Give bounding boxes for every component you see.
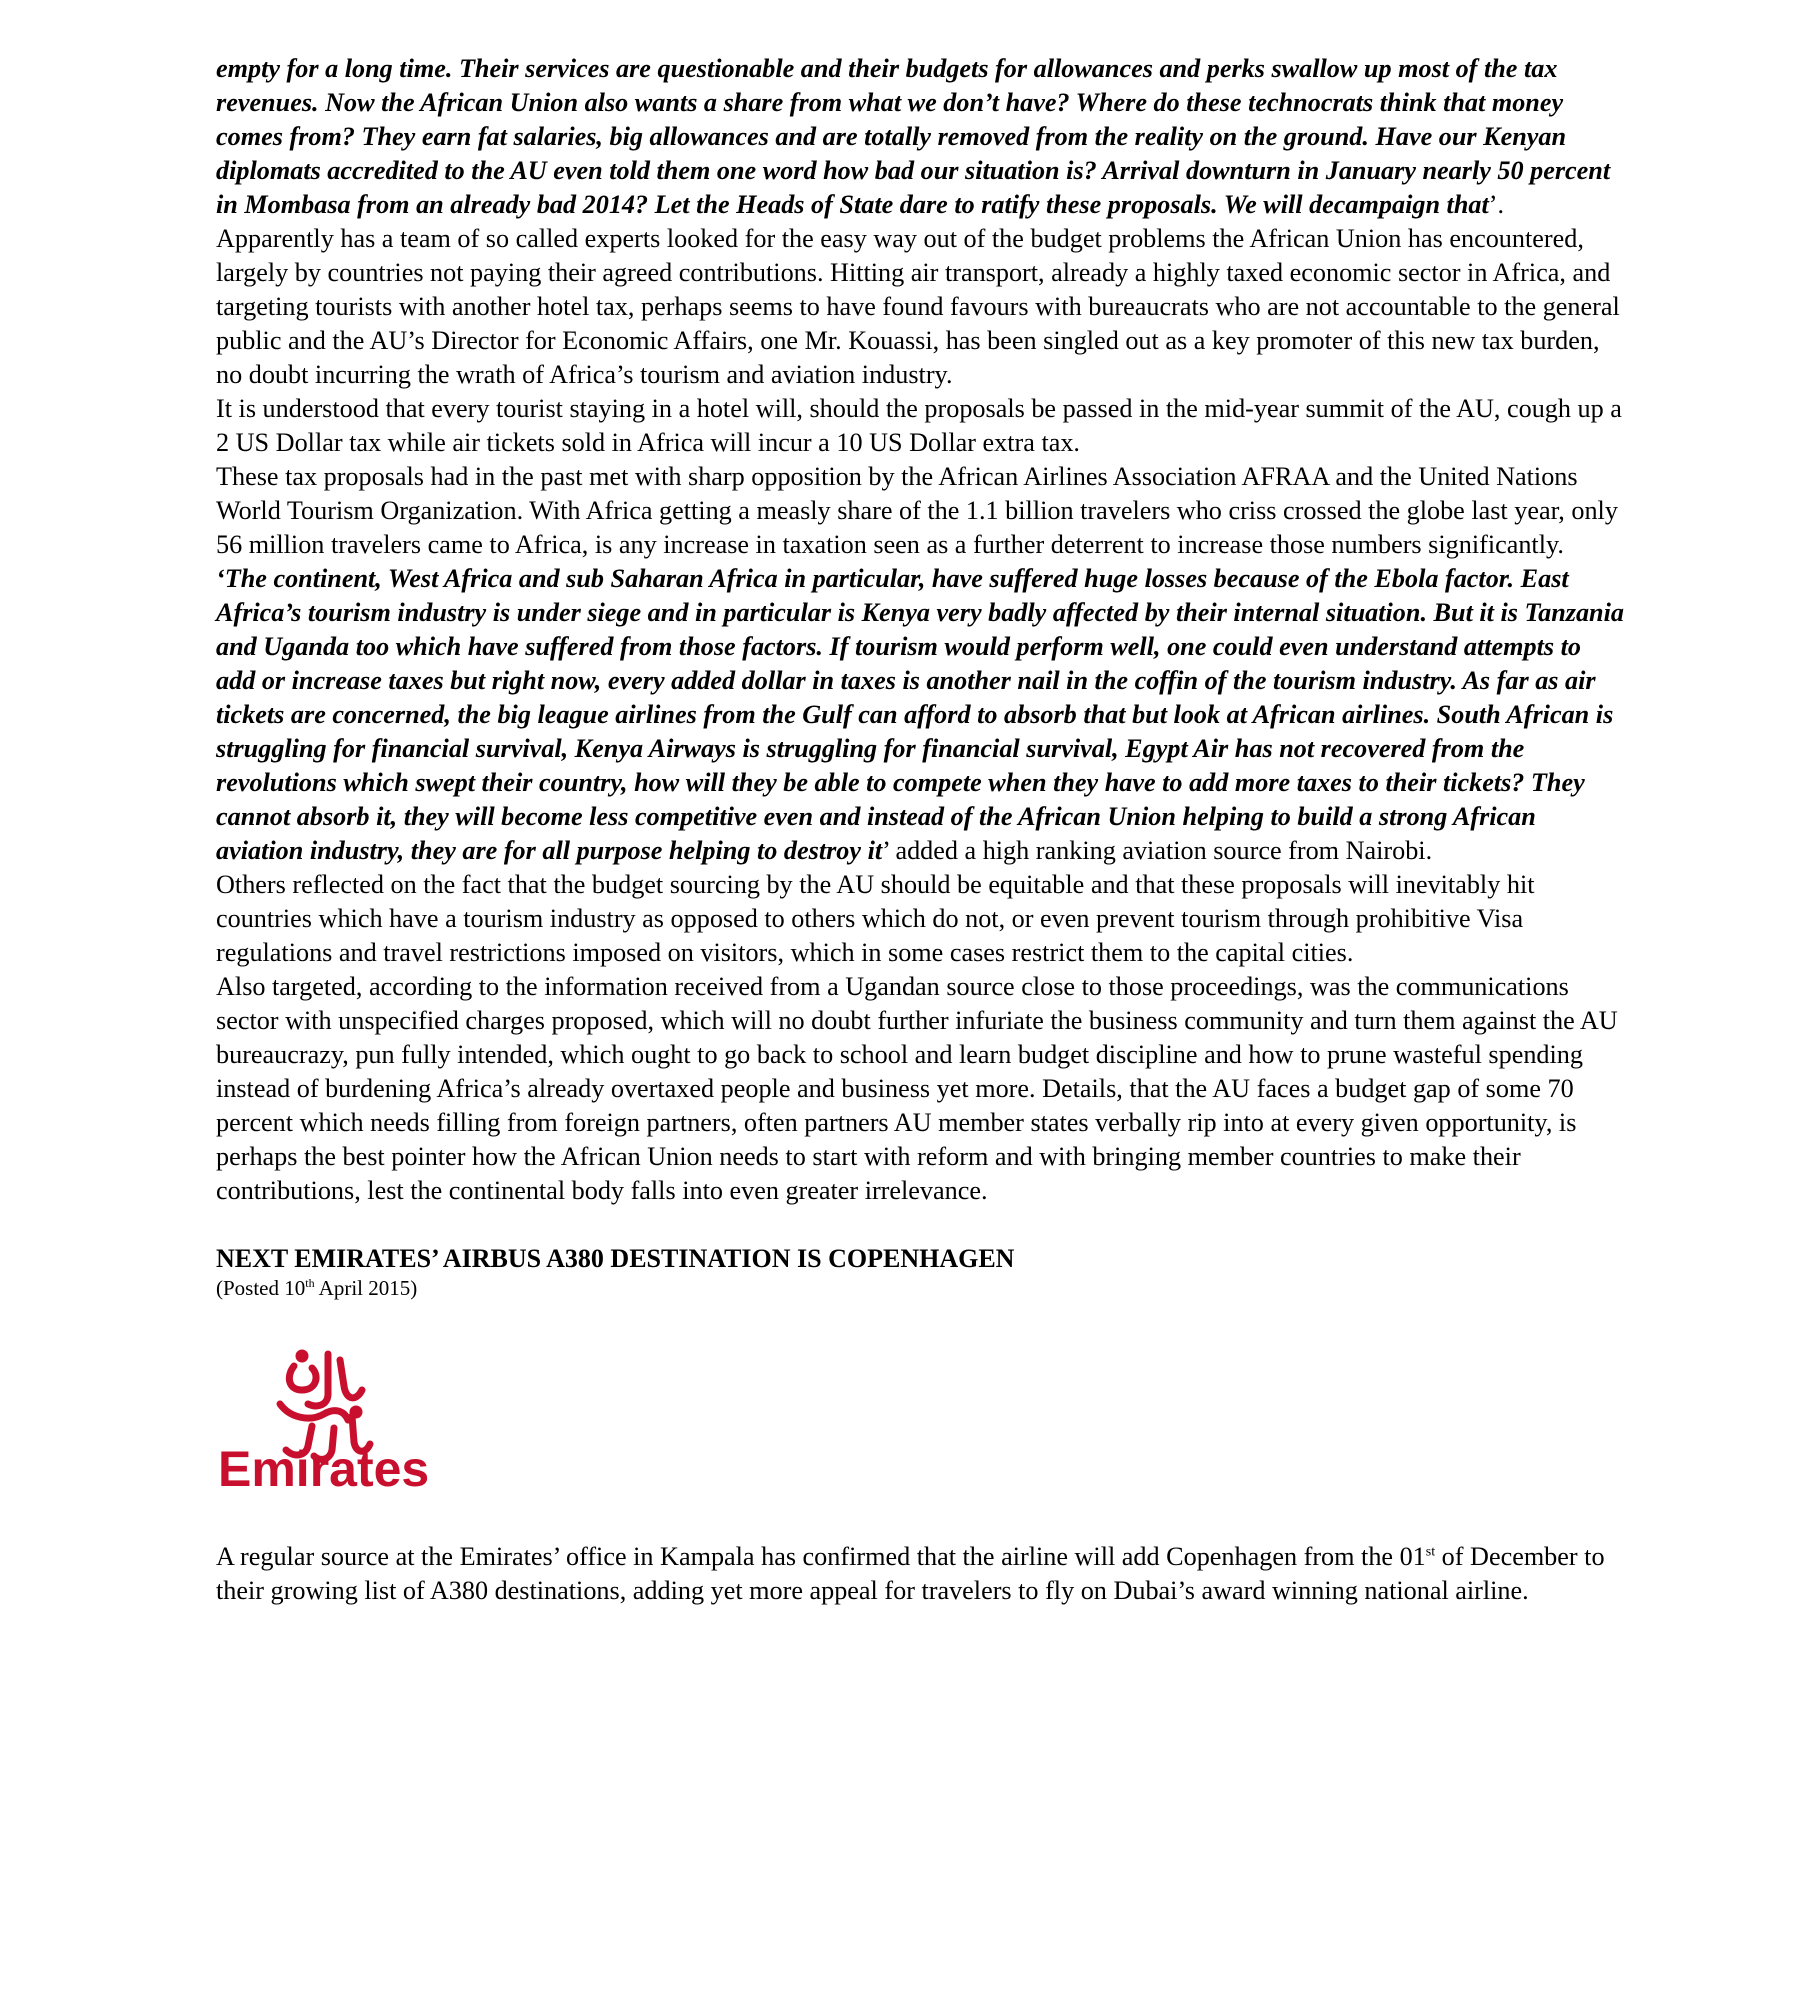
emirates-wordmark: Emirates [218,1441,430,1494]
paragraph-4: Others reflected on the fact that the budget sourcing by the AU should be equitable and that these proposals will inevitably hit countries which have a tourism industry as opposed to others which do not, or even prevent tourism through prohibitive Visa regulations and travel restrictions imposed on visitors, which in some cases restrict them to the capital cities. [216,870,1535,967]
paragraph-1: Apparently has a team of so called experts looked for the easy way out of the budget problems the African Union has encountered, largely by countries not paying their agreed contributions. Hitting air transport, already a highly taxed economic sector in Africa, and targeting tourists with another hotel tax, perhaps seems to have found favours with bureaucrats who are not accountable to the general public and the AU’s Director for Economic Affairs, one Mr. Kouassi, has been singled out as a key promoter of this new tax burden, no doubt incurring the wrath of Africa’s tourism and aviation industry. [216,224,1620,389]
quote-2-text: ‘The continent, West Africa and sub Saharan Africa in particular, have suffered huge losses because of the Ebola factor. East Africa’s tourism industry is under siege and in particular is Kenya very badly affected by their internal situation. But it is Tanzania and Uganda too which have suffered from those factors. If tourism would perform well, one could even understand attempts to add or increase taxes but right now, every added dollar in taxes is another nail in the coffin of the tourism industry. As far as air tickets are concerned, the big league airlines from the Gulf can afford to absorb that but look at African airlines. South African is struggling for financial survival, Kenya Airways is struggling for financial survival, Egypt Air has not recovered from the revolutions which swept their country, how will they be able to compete when they have to add more taxes to their tickets? They cannot absorb it, they will become less competitive even and instead of the African Union helping to build a strong African aviation industry, they are for all purpose helping to destroy it [216,564,1624,865]
posted-date [216,1276,1626,1300]
article-headline: NEXT EMIRATES’ AIRBUS A380 DESTINATION IS COPENHAGEN [216,1244,1015,1273]
posted-prefix: (Posted 10 [216,1276,306,1300]
paragraph-2: It is understood that every tourist staying in a hotel will, should the proposals be passed in the mid-year summit of the AU, cough up a 2 US Dollar tax while air tickets sold in Africa will incur a 10 US Dollar extra tax. [216,394,1622,457]
body-ordinal: st [1425,1544,1436,1560]
body-suffix: of December to their growing list of A380 destinations, adding yet more appeal for travelers to fly on Dubai’s award winning national airline. [216,1542,1605,1605]
emirates-logo [216,1346,434,1494]
emirates-logo-graphic [216,1346,434,1494]
quote-close: ’. [1488,190,1505,219]
quote-paragraph [216,562,1626,868]
paragraph-3: These tax proposals had in the past met with sharp opposition by the African Airlines Association AFRAA and the United Nations World Tourism Organization. With Africa getting a measly share of the 1.1 billion travelers who criss crossed the globe last year, only 56 million travelers came to Africa, is any increase in taxation seen as a further deterrent to increase those numbers significantly. [216,462,1618,559]
document-page [216,52,1626,1608]
article-body [216,1540,1626,1608]
quote-text: empty for a long time. Their services are questionable and their budgets for allowances and perks swallow up most of the tax revenues. Now the African Union also wants a share from what we don’t have? Where do these technocrats think that money comes from? They earn fat salaries, big allowances and are totally removed from the reality on the ground. Have our Kenyan diplomats accredited to the AU even told them one word how bad our situation is? Arrival downturn in January nearly 50 percent in Mombasa from an already bad 2014? Let the Heads of State dare to ratify these proposals. We will decampaign that [216,54,1611,219]
posted-suffix: April 2015) [314,1276,418,1300]
quote-2-attribution: ’ added a high ranking aviation source from Nairobi. [882,836,1433,865]
paragraph-5: Also targeted, according to the information received from a Ugandan source close to those proceedings, was the communications sector with unspecified charges proposed, which will no doubt further infuriate the business community and turn them against the AU bureaucrazy, pun fully intended, which ought to go back to school and learn budget discipline and how to prune wasteful spending instead of burdening Africa’s already overtaxed people and business yet more. Details, that the AU faces a budget gap of some 70 percent which needs filling from foreign partners, often partners AU member states verbally rip into at every given opportunity, is perhaps the best pointer how the African Union needs to start with reform and with bringing member countries to make their contributions, lest the continental body falls into even greater irrelevance. [216,972,1618,1205]
posted-ordinal: th [305,1276,315,1290]
quote-continuation [216,52,1626,222]
body-prefix: A regular source at the Emirates’ office in Kampala has confirmed that the airline will add Copenhagen from the 01 [216,1542,1426,1571]
